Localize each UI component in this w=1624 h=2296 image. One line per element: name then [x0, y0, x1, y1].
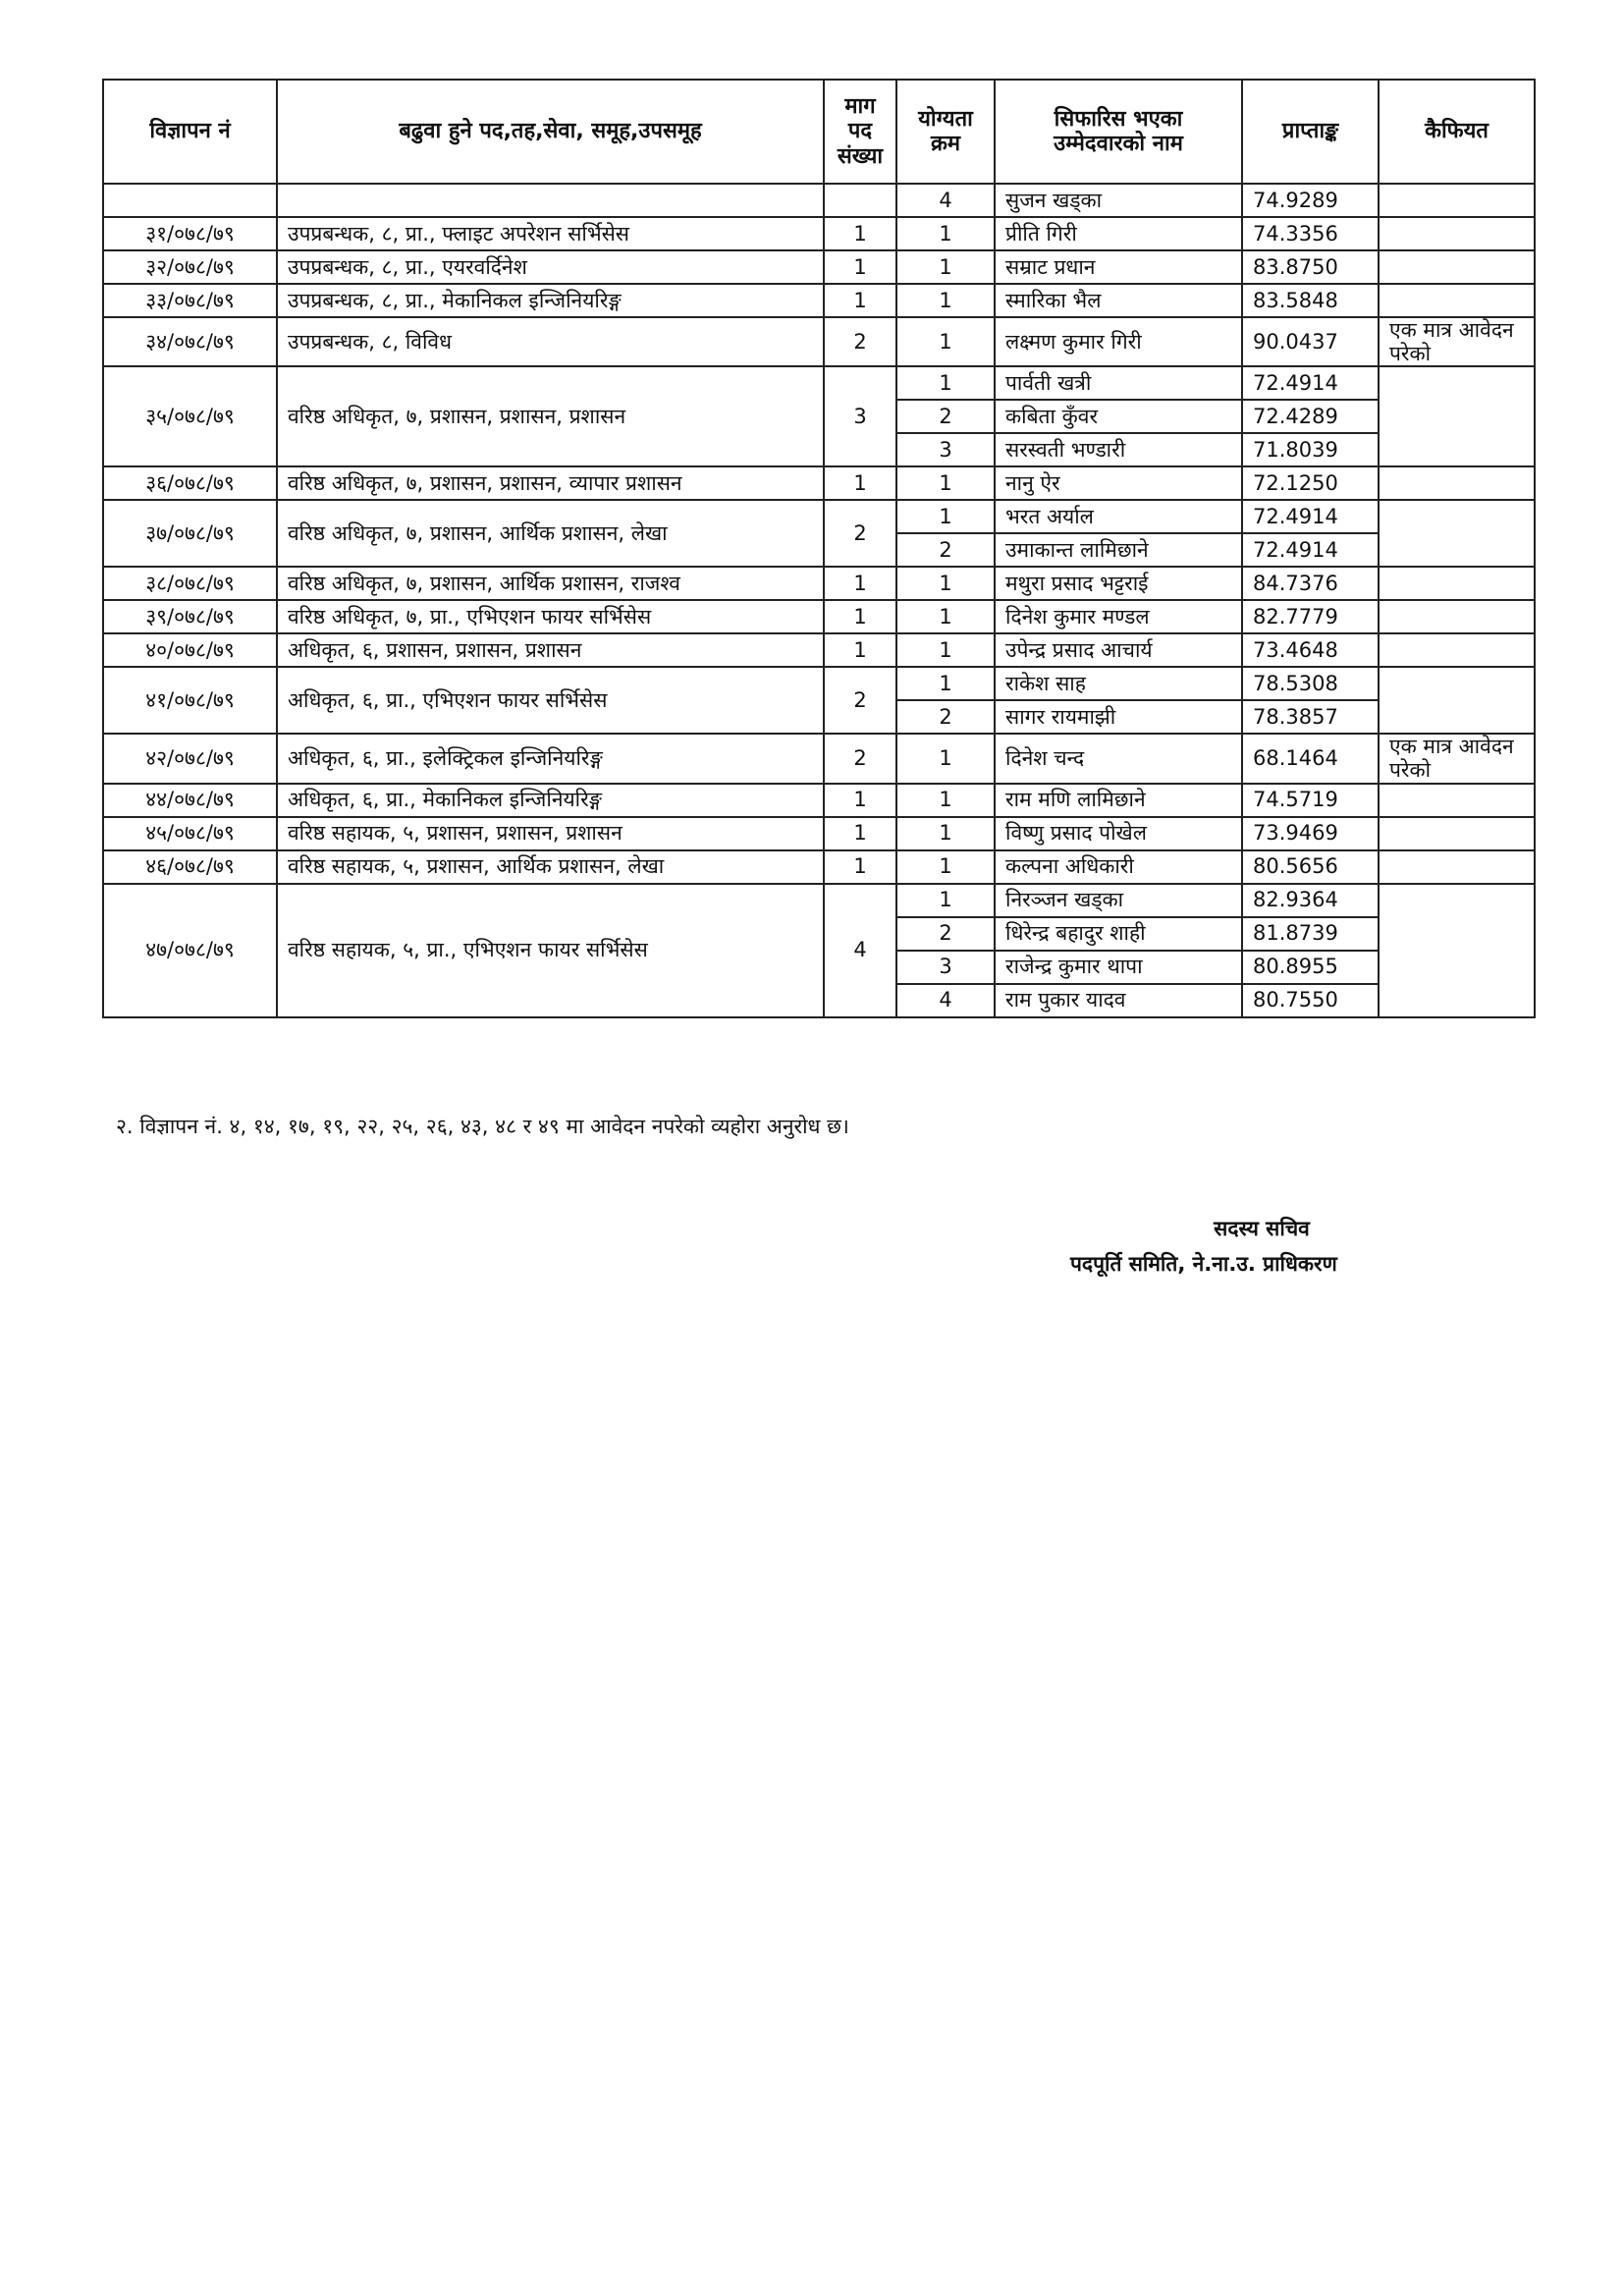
candidate-name-cell: दिनेश कुमार मण्डल — [995, 600, 1242, 633]
remarks-cell — [1379, 567, 1535, 600]
table-row — [103, 667, 1535, 700]
candidate-name-cell: राजेन्द्र कुमार थापा — [995, 951, 1242, 984]
rank-cell: 3 — [896, 433, 995, 466]
demand-cell: 2 — [824, 500, 896, 567]
score-cell: 82.7779 — [1242, 600, 1379, 633]
demand-cell: 1 — [824, 217, 896, 250]
demand-cell: 1 — [824, 633, 896, 667]
ad-number-cell: ३५/०७८/७९ — [103, 366, 277, 466]
remarks-cell — [1379, 217, 1535, 250]
rank-cell: 1 — [896, 600, 995, 633]
score-cell: 81.8739 — [1242, 917, 1379, 951]
table-row — [103, 567, 1535, 600]
candidate-name-cell: धिरेन्द्र बहादुर शाही — [995, 917, 1242, 951]
candidate-name-cell: दिनेश चन्द — [995, 734, 1242, 783]
score-cell: 73.4648 — [1242, 633, 1379, 667]
score-cell: 83.5848 — [1242, 284, 1379, 317]
rank-cell: 1 — [896, 784, 995, 817]
post-cell: उपप्रबन्धक, ८, प्रा., एयरवर्दिनेश — [277, 250, 824, 284]
ad-number-cell: ४२/०७८/७९ — [103, 734, 277, 783]
post-cell: वरिष्ठ अधिकृत, ७, प्रशासन, आर्थिक प्रशासन, राजश्व — [277, 567, 824, 600]
signature-title: सदस्य सचिव — [1214, 1217, 1310, 1240]
rank-cell: 4 — [896, 184, 995, 217]
score-cell: 71.8039 — [1242, 433, 1379, 466]
footnote: २. विज्ञापन नं. ४, १४, १७, १९, २२, २५, २६, ४३, ४८ र ४९ मा आवेदन नपरेको व्यहोरा अनुरोध छ। — [116, 1115, 849, 1138]
remarks-cell — [1379, 600, 1535, 633]
demand-cell — [824, 184, 896, 217]
rank-cell: 1 — [896, 217, 995, 250]
candidate-name-cell: लक्ष्मण कुमार गिरी — [995, 317, 1242, 366]
rank-cell: 1 — [896, 317, 995, 366]
rank-cell: 1 — [896, 466, 995, 500]
ad-number-cell — [103, 184, 277, 217]
score-cell: 73.9469 — [1242, 817, 1379, 850]
remarks-cell — [1379, 184, 1535, 217]
candidate-name-cell: उमाकान्त लामिछाने — [995, 533, 1242, 567]
score-cell: 80.5656 — [1242, 850, 1379, 884]
demand-cell: 1 — [824, 600, 896, 633]
score-cell: 72.1250 — [1242, 466, 1379, 500]
table-row — [103, 250, 1535, 284]
score-cell: 90.0437 — [1242, 317, 1379, 366]
ad-number-cell: ३४/०७८/७९ — [103, 317, 277, 366]
remarks-cell — [1379, 633, 1535, 667]
demand-cell: 3 — [824, 366, 896, 466]
table-row — [103, 633, 1535, 667]
candidate-name-cell: भरत अर्याल — [995, 500, 1242, 533]
table-row — [103, 600, 1535, 633]
remarks-cell — [1379, 784, 1535, 817]
candidate-name-cell: पार्वती खत्री — [995, 366, 1242, 400]
post-cell: वरिष्ठ सहायक, ५, प्रा., एभिएशन फायर सर्भिसेस — [277, 884, 824, 1017]
demand-cell: 2 — [824, 734, 896, 783]
demand-cell: 1 — [824, 817, 896, 850]
remarks-cell — [1379, 250, 1535, 284]
post-cell: अधिकृत, ६, प्रा., एभिएशन फायर सर्भिसेस — [277, 667, 824, 734]
table-row — [103, 184, 1535, 217]
ad-number-cell: ३६/०७८/७९ — [103, 466, 277, 500]
rank-cell: 3 — [896, 951, 995, 984]
remarks-cell: एक मात्र आवेदन परेको — [1379, 734, 1535, 783]
score-cell: 78.5308 — [1242, 667, 1379, 700]
rank-cell: 2 — [896, 700, 995, 734]
candidate-name-cell: निरञ्जन खड्का — [995, 884, 1242, 917]
remarks-cell — [1379, 284, 1535, 317]
table-row — [103, 317, 1535, 366]
rank-cell: 2 — [896, 917, 995, 951]
header-remarks: कैफियत — [1379, 80, 1535, 184]
post-cell: उपप्रबन्धक, ८, विविध — [277, 317, 824, 366]
ad-number-cell: ४६/०७८/७९ — [103, 850, 277, 884]
post-cell: अधिकृत, ६, प्रशासन, प्रशासन, प्रशासन — [277, 633, 824, 667]
table-header-row — [103, 80, 1535, 184]
post-cell: वरिष्ठ अधिकृत, ७, प्रशासन, प्रशासन, व्यापार प्रशासन — [277, 466, 824, 500]
score-cell: 80.8955 — [1242, 951, 1379, 984]
remarks-cell — [1379, 667, 1535, 734]
post-cell: अधिकृत, ६, प्रा., मेकानिकल इन्जिनियरिङ्ग — [277, 784, 824, 817]
table-row — [103, 734, 1535, 783]
header-name: सिफारिस भएका उम्मेदवारको नाम — [995, 80, 1242, 184]
table-row — [103, 884, 1535, 917]
rank-cell: 1 — [896, 500, 995, 533]
header-rank: योग्यता क्रम — [896, 80, 995, 184]
rank-cell: 1 — [896, 734, 995, 783]
candidate-name-cell: कल्पना अधिकारी — [995, 850, 1242, 884]
post-cell — [277, 184, 824, 217]
score-cell: 72.4289 — [1242, 400, 1379, 433]
table-row — [103, 784, 1535, 817]
demand-cell: 4 — [824, 884, 896, 1017]
remarks-cell: एक मात्र आवेदन परेको — [1379, 317, 1535, 366]
candidate-name-cell: राम मणि लामिछाने — [995, 784, 1242, 817]
rank-cell: 2 — [896, 400, 995, 433]
score-cell: 78.3857 — [1242, 700, 1379, 734]
score-cell: 80.7550 — [1242, 984, 1379, 1017]
rank-cell: 1 — [896, 633, 995, 667]
table-row — [103, 466, 1535, 500]
ad-number-cell: ४१/०७८/७९ — [103, 667, 277, 734]
score-cell: 72.4914 — [1242, 500, 1379, 533]
post-cell: वरिष्ठ सहायक, ५, प्रशासन, आर्थिक प्रशासन, लेखा — [277, 850, 824, 884]
candidate-name-cell: विष्णु प्रसाद पोखेल — [995, 817, 1242, 850]
ad-number-cell: ३९/०७८/७९ — [103, 600, 277, 633]
demand-cell: 1 — [824, 567, 896, 600]
post-cell: वरिष्ठ अधिकृत, ७, प्रा., एभिएशन फायर सर्भिसेस — [277, 600, 824, 633]
rank-cell: 1 — [896, 366, 995, 400]
score-cell: 74.3356 — [1242, 217, 1379, 250]
table-row — [103, 850, 1535, 884]
table-row — [103, 817, 1535, 850]
remarks-cell — [1379, 850, 1535, 884]
ad-number-cell: ४७/०७८/७९ — [103, 884, 277, 1017]
rank-cell: 4 — [896, 984, 995, 1017]
ad-number-cell: ३८/०७८/७९ — [103, 567, 277, 600]
demand-cell: 2 — [824, 317, 896, 366]
demand-cell: 1 — [824, 250, 896, 284]
remarks-cell — [1379, 366, 1535, 466]
ad-number-cell: ३१/०७८/७९ — [103, 217, 277, 250]
demand-cell: 2 — [824, 667, 896, 734]
score-cell: 72.4914 — [1242, 366, 1379, 400]
table-row — [103, 366, 1535, 400]
signature-block — [1070, 1211, 1394, 1282]
score-cell: 72.4914 — [1242, 533, 1379, 567]
demand-cell: 1 — [824, 466, 896, 500]
candidate-name-cell: प्रीति गिरी — [995, 217, 1242, 250]
demand-cell: 1 — [824, 850, 896, 884]
rank-cell: 2 — [896, 533, 995, 567]
candidate-name-cell: नानु ऐर — [995, 466, 1242, 500]
post-cell: उपप्रबन्धक, ८, प्रा., मेकानिकल इन्जिनियरिङ्ग — [277, 284, 824, 317]
signature-org: पदपूर्ति समिति, ने.ना.उ. प्राधिकरण — [1070, 1252, 1337, 1276]
ad-number-cell: ३३/०७८/७९ — [103, 284, 277, 317]
ad-number-cell: ३७/०७८/७९ — [103, 500, 277, 567]
table-row — [103, 284, 1535, 317]
candidate-name-cell: सागर रायमाझी — [995, 700, 1242, 734]
demand-cell: 1 — [824, 784, 896, 817]
rank-cell: 1 — [896, 817, 995, 850]
post-cell: वरिष्ठ सहायक, ५, प्रशासन, प्रशासन, प्रशासन — [277, 817, 824, 850]
post-cell: उपप्रबन्धक, ८, प्रा., फ्लाइट अपरेशन सर्भिसेस — [277, 217, 824, 250]
candidate-name-cell: राकेश साह — [995, 667, 1242, 700]
candidate-name-cell: उपेन्द्र प्रसाद आचार्य — [995, 633, 1242, 667]
rank-cell: 1 — [896, 667, 995, 700]
candidate-name-cell: सुजन खड्का — [995, 184, 1242, 217]
demand-cell: 1 — [824, 284, 896, 317]
table-body — [103, 184, 1535, 1017]
remarks-cell — [1379, 817, 1535, 850]
header-score: प्राप्ताङ्क — [1242, 80, 1379, 184]
score-cell: 83.8750 — [1242, 250, 1379, 284]
score-cell: 68.1464 — [1242, 734, 1379, 783]
candidate-name-cell: सरस्वती भण्डारी — [995, 433, 1242, 466]
rank-cell: 1 — [896, 284, 995, 317]
candidate-name-cell: मथुरा प्रसाद भट्टराई — [995, 567, 1242, 600]
score-cell: 74.5719 — [1242, 784, 1379, 817]
results-table — [102, 79, 1536, 1018]
score-cell: 82.9364 — [1242, 884, 1379, 917]
ad-number-cell: ४४/०७८/७९ — [103, 784, 277, 817]
rank-cell: 1 — [896, 250, 995, 284]
post-cell: वरिष्ठ अधिकृत, ७, प्रशासन, आर्थिक प्रशासन, लेखा — [277, 500, 824, 567]
header-demand: माग पद संख्या — [824, 80, 896, 184]
candidate-name-cell: स्मारिका भैल — [995, 284, 1242, 317]
remarks-cell — [1379, 500, 1535, 567]
rank-cell: 1 — [896, 884, 995, 917]
candidate-name-cell: राम पुकार यादव — [995, 984, 1242, 1017]
rank-cell: 1 — [896, 567, 995, 600]
table-row — [103, 217, 1535, 250]
header-ad-no: विज्ञापन नं — [103, 80, 277, 184]
remarks-cell — [1379, 884, 1535, 1017]
ad-number-cell: ४५/०७८/७९ — [103, 817, 277, 850]
post-cell: अधिकृत, ६, प्रा., इलेक्ट्रिकल इन्जिनियरिङ्ग — [277, 734, 824, 783]
ad-number-cell: ४०/०७८/७९ — [103, 633, 277, 667]
remarks-cell — [1379, 466, 1535, 500]
score-cell: 74.9289 — [1242, 184, 1379, 217]
score-cell: 84.7376 — [1242, 567, 1379, 600]
ad-number-cell: ३२/०७८/७९ — [103, 250, 277, 284]
table-row — [103, 500, 1535, 533]
candidate-name-cell: सम्राट प्रधान — [995, 250, 1242, 284]
post-cell: वरिष्ठ अधिकृत, ७, प्रशासन, प्रशासन, प्रशासन — [277, 366, 824, 466]
header-post: बढुवा हुने पद,तह,सेवा, समूह,उपसमूह — [277, 80, 824, 184]
candidate-name-cell: कबिता कुँवर — [995, 400, 1242, 433]
rank-cell: 1 — [896, 850, 995, 884]
